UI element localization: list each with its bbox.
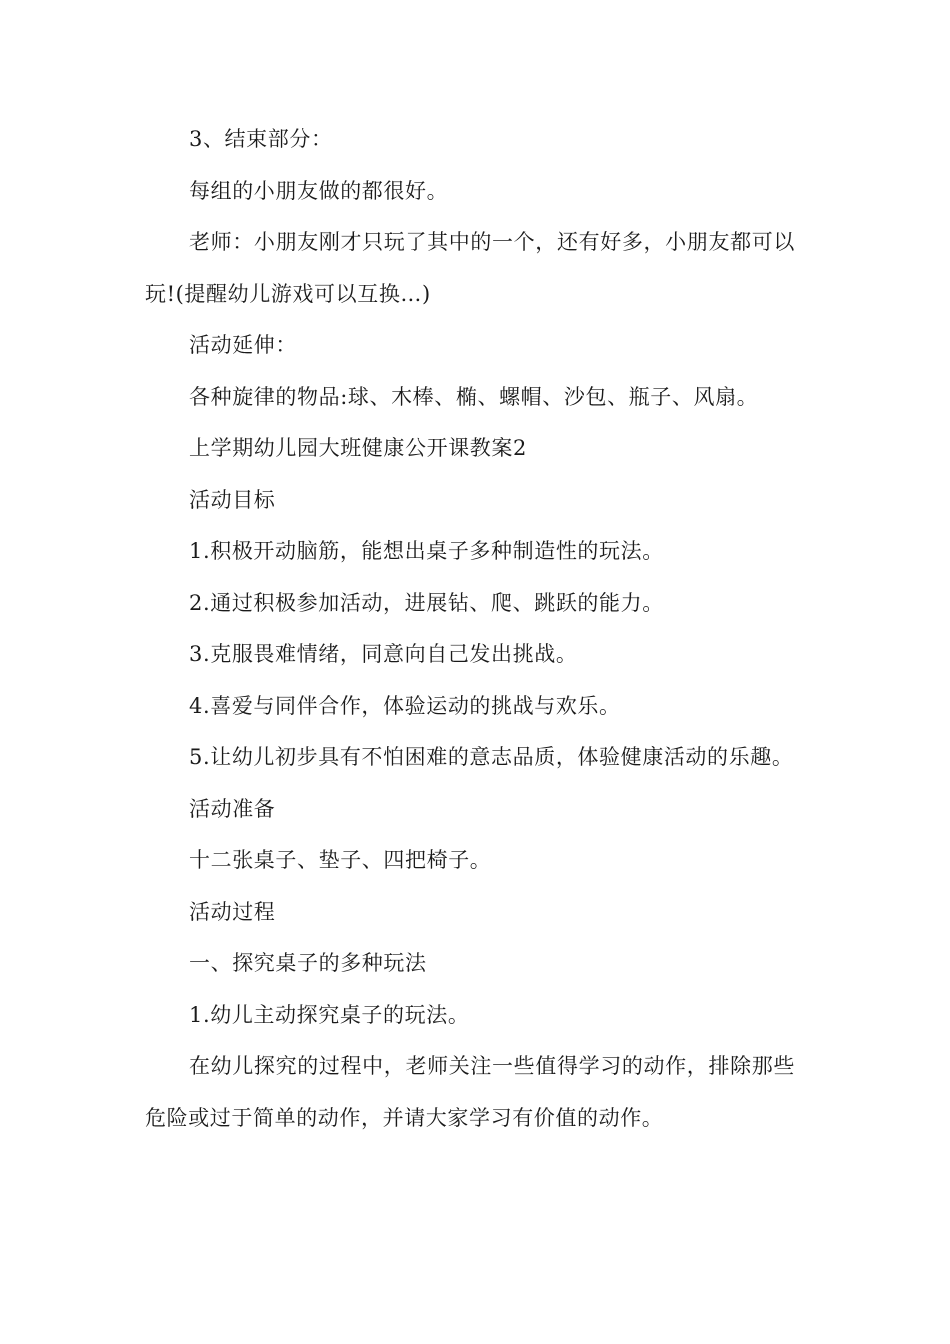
paragraph: 老师：小朋友刚才只玩了其中的一个，还有好多，小朋友都可以玩!(提醒幼儿游戏可以互换…) bbox=[145, 230, 795, 306]
document-body bbox=[145, 114, 795, 1144]
goal-item: 5.让幼儿初步具有不怕困难的意志品质，体验健康活动的乐趣。 bbox=[189, 745, 794, 769]
section-heading-extension: 活动延伸： bbox=[189, 333, 297, 357]
goal-item: 2.通过积极参加活动，进展钻、爬、跳跃的能力。 bbox=[189, 590, 664, 615]
section-heading-preparation: 活动准备 bbox=[189, 796, 276, 821]
paragraph: 十二张桌子、垫子、四把椅子。 bbox=[189, 848, 492, 872]
lesson-plan-title: 上学期幼儿园大班健康公开课教案2 bbox=[189, 436, 527, 460]
paragraph: 每组的小朋友做的都很好。 bbox=[189, 178, 449, 203]
paragraph: 1.幼儿主动探究桌子的玩法。 bbox=[189, 1002, 470, 1027]
section-heading-ending: 3、结束部分： bbox=[189, 127, 333, 151]
section-heading-process: 活动过程 bbox=[189, 899, 276, 924]
goal-item: 3.克服畏难情绪，同意向自己发出挑战。 bbox=[189, 642, 578, 666]
goal-item: 1.积极开动脑筋，能想出桌子多种制造性的玩法。 bbox=[189, 539, 664, 563]
paragraph: 在幼儿探究的过程中，老师关注一些值得学习的动作，排除那些危险或过于简单的动作，并请大家学习有价值的动作。 bbox=[145, 1054, 795, 1130]
goal-item: 4.喜爱与同伴合作，体验运动的挑战与欢乐。 bbox=[189, 693, 621, 718]
subsection-heading: 一、探究桌子的多种玩法 bbox=[189, 951, 427, 975]
section-heading-goals: 活动目标 bbox=[189, 487, 276, 512]
paragraph: 各种旋律的物品:球、木棒、椭、螺帽、沙包、瓶子、风扇。 bbox=[189, 384, 759, 409]
